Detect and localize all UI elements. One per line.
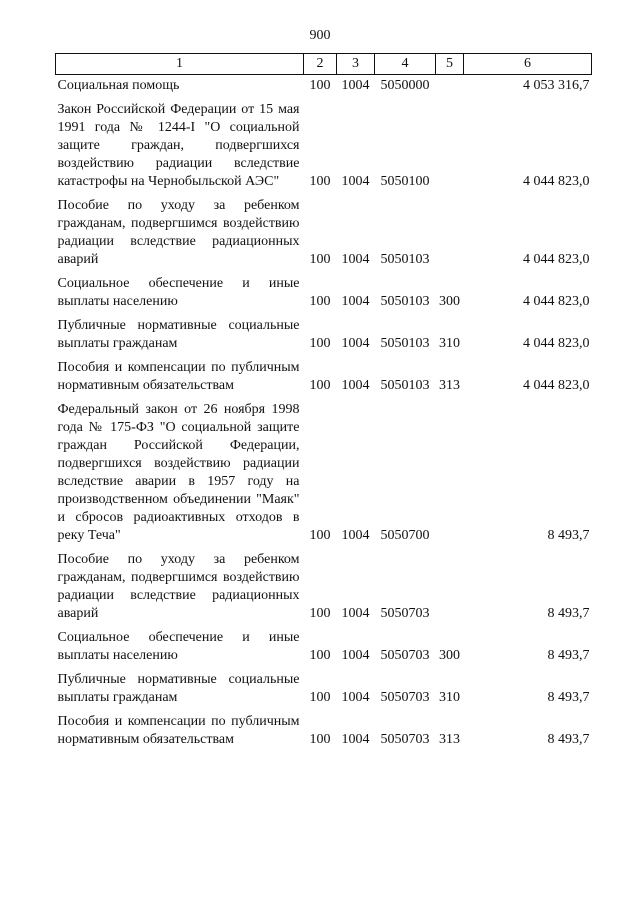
col-5-value — [436, 191, 464, 269]
amount-value: 4 044 823,0 — [523, 174, 590, 189]
header-col-3: 3 — [337, 54, 375, 75]
amount-value: 8 493,7 — [547, 606, 590, 621]
col-3-value: 1004 — [341, 528, 370, 543]
col-4-value: 5050703 — [380, 606, 430, 621]
table-header — [56, 54, 592, 75]
col-4-value: 5050103 — [380, 378, 430, 393]
item-name: Социальная помощь — [57, 78, 180, 93]
amount-value: 8 493,7 — [547, 648, 590, 663]
col-3-value: 1004 — [341, 294, 370, 309]
col-2-value: 100 — [309, 294, 331, 309]
amount-value: 4 044 823,0 — [523, 336, 590, 351]
col-2-value: 100 — [309, 78, 331, 93]
table-row — [56, 623, 592, 665]
table-row — [56, 545, 592, 623]
col-4-value: 5050103 — [380, 294, 430, 309]
col-3-value: 1004 — [341, 606, 370, 621]
header-row — [56, 54, 592, 75]
amount-value: 4 044 823,0 — [523, 378, 590, 393]
amount-value: 8 493,7 — [547, 528, 590, 543]
col-3-value: 1004 — [341, 78, 370, 93]
amount-value: 8 493,7 — [547, 732, 590, 747]
col-4-value: 5050000 — [380, 78, 430, 93]
col-5-value — [436, 95, 464, 191]
budget-table — [55, 53, 592, 749]
col-2-value: 100 — [309, 690, 331, 705]
header-col-2: 2 — [304, 54, 337, 75]
col-4-value: 5050100 — [380, 174, 430, 189]
col-2-value: 100 — [309, 174, 331, 189]
item-name: Публичные нормативные социальные выплаты гражданам — [57, 672, 300, 705]
item-name: Пособие по уходу за ребенком гражданам, подвергшимся воздействию радиации вследствие радиационных аварий — [57, 552, 300, 621]
col-5-value: 310 — [439, 336, 460, 351]
col-5-value: 310 — [439, 690, 460, 705]
col-4-value: 5050103 — [380, 336, 430, 351]
col-3-value: 1004 — [341, 732, 370, 747]
col-3-value: 1004 — [341, 378, 370, 393]
item-name: Социальное обеспечение и иные выплаты населению — [57, 276, 300, 309]
col-5-value: 300 — [439, 648, 460, 663]
header-col-4: 4 — [375, 54, 436, 75]
amount-value: 8 493,7 — [547, 690, 590, 705]
col-5-value: 300 — [439, 294, 460, 309]
table-row — [56, 665, 592, 707]
table-row — [56, 269, 592, 311]
header-col-5: 5 — [436, 54, 464, 75]
item-name: Пособия и компенсации по публичным нормативным обязательствам — [57, 360, 300, 393]
col-5-value — [436, 545, 464, 623]
col-3-value: 1004 — [341, 336, 370, 351]
table-row — [56, 191, 592, 269]
col-2-value: 100 — [309, 252, 331, 267]
page-number: 900 — [309, 28, 331, 43]
col-4-value: 5050703 — [380, 732, 430, 747]
table-row — [56, 311, 592, 353]
item-name: Закон Российской Федерации от 15 мая 1991 года № 1244-I "О социальной защите граждан, подвергшихся воздействию радиации вследствие катастрофы на Чернобыльской АЭС" — [57, 102, 300, 189]
item-name: Пособия и компенсации по публичным нормативным обязательствам — [57, 714, 300, 747]
table-body — [56, 75, 592, 750]
col-2-value: 100 — [309, 648, 331, 663]
col-5-value: 313 — [439, 378, 460, 393]
item-name: Пособие по уходу за ребенком гражданам, подвергшимся воздействию радиации вследствие радиационных аварий — [57, 198, 300, 267]
table-row — [56, 95, 592, 191]
col-2-value: 100 — [309, 732, 331, 747]
col-3-value: 1004 — [341, 174, 370, 189]
col-3-value: 1004 — [341, 690, 370, 705]
col-3-value: 1004 — [341, 252, 370, 267]
col-2-value: 100 — [309, 606, 331, 621]
col-4-value: 5050700 — [380, 528, 430, 543]
header-col-1: 1 — [56, 54, 304, 75]
col-2-value: 100 — [309, 336, 331, 351]
item-name: Публичные нормативные социальные выплаты гражданам — [57, 318, 300, 351]
table-row — [56, 353, 592, 395]
col-5-value — [436, 395, 464, 545]
amount-value: 4 044 823,0 — [523, 252, 590, 267]
header-col-6: 6 — [464, 54, 592, 75]
col-4-value: 5050703 — [380, 690, 430, 705]
table-row — [56, 395, 592, 545]
item-name: Социальное обеспечение и иные выплаты населению — [57, 630, 300, 663]
col-2-value: 100 — [309, 378, 331, 393]
col-2-value: 100 — [309, 528, 331, 543]
table-row — [56, 75, 592, 96]
col-4-value: 5050103 — [380, 252, 430, 267]
amount-value: 4 044 823,0 — [523, 294, 590, 309]
col-4-value: 5050703 — [380, 648, 430, 663]
col-5-value: 313 — [439, 732, 460, 747]
amount-value: 4 053 316,7 — [523, 78, 590, 93]
item-name: Федеральный закон от 26 ноября 1998 года № 175-ФЗ "О социальной защите граждан Российской Федерации, подвергшихся воздействию радиации вследствие аварии в 1957 году на производственном объединении "Маяк" и сбросов радиоактивных отходов в реку Теча" — [57, 402, 300, 543]
table-row — [56, 707, 592, 749]
col-3-value: 1004 — [341, 648, 370, 663]
col-5-value — [436, 75, 464, 96]
